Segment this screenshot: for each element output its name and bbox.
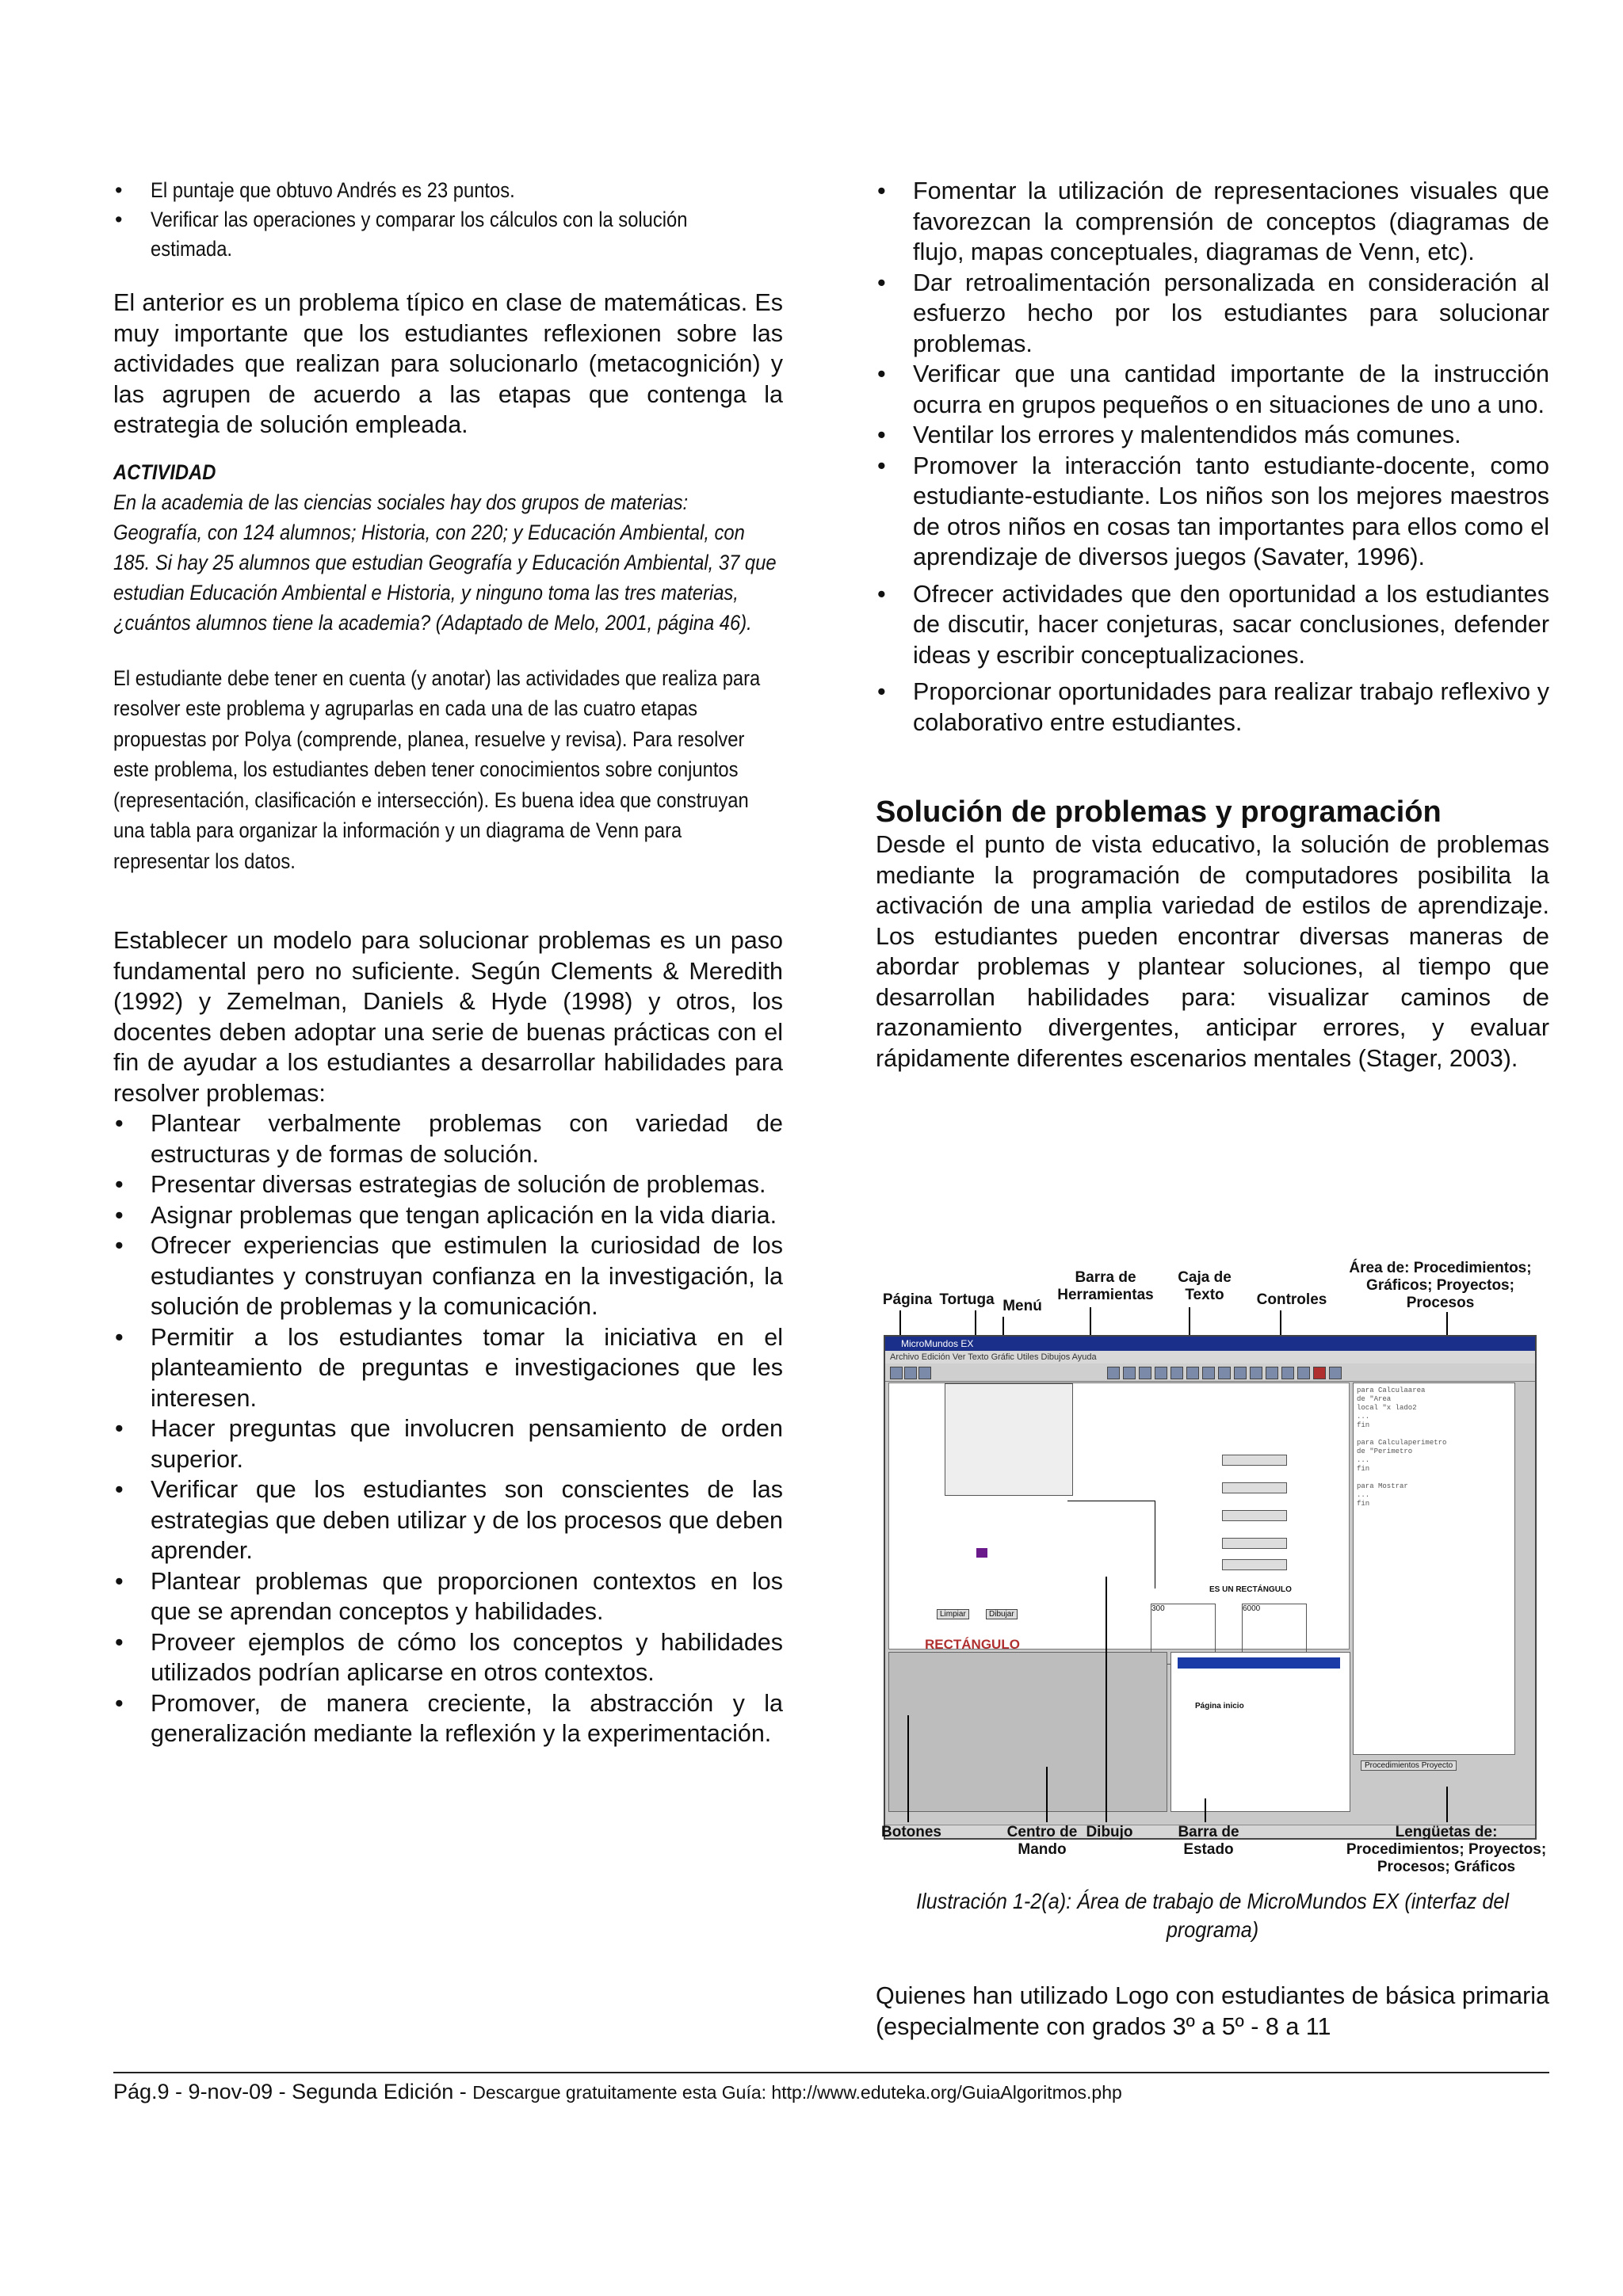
turtle-icon — [976, 1548, 987, 1558]
footer-divider — [113, 2072, 1549, 2073]
dropdown-menu — [945, 1383, 1073, 1496]
footer-download: Descargue gratuitamente esta Guía: http://www.eduteka.org/GuiaAlgoritmos.php — [472, 2082, 1122, 2103]
tool-icon — [1139, 1367, 1151, 1379]
command-center — [888, 1652, 1167, 1812]
section-heading: Solución de problemas y programación — [876, 795, 1442, 829]
list-item: • Plantear verbalmente problemas con variedad de estructuras y de formas de solución. — [113, 1108, 783, 1169]
tool-icon — [1155, 1367, 1167, 1379]
list-item: • Proporcionar oportunidades para realizar trabajo reflexivo y colaborativo entre estudiantes. — [876, 677, 1549, 738]
list-item: • El puntaje que obtuvo Andrés es 23 puntos. — [113, 176, 783, 205]
help-header — [1178, 1657, 1340, 1669]
tool-icon — [1266, 1367, 1278, 1379]
last-paragraph: Quienes han utilizado Logo con estudiantes de básica primaria (especialmente con grados 3º a 5º - 8 a 11 — [876, 1982, 1549, 2040]
list-item: • Presentar diversas estrategias de solución de problemas. — [113, 1169, 783, 1200]
list-item: • Promover, de manera creciente, la abstracción y la generalización mediante la reflexión y la experimentación. — [113, 1688, 783, 1749]
activity-title: ACTIVIDAD — [113, 460, 216, 484]
label-caja-texto: Caja de Texto — [1178, 1269, 1232, 1303]
tool-icon — [1107, 1367, 1120, 1379]
tool-icon — [1329, 1367, 1342, 1379]
list-item: • Permitir a los estudiantes tomar la iniciativa en el planteamiento de preguntas e investigaciones que les interesen. — [113, 1322, 783, 1414]
value-box: 300 — [1151, 1604, 1216, 1665]
label-menu: Menú — [1002, 1298, 1042, 1314]
label-area: Área de: Procedimientos; Gráficos; Proyectos; Procesos — [1349, 1260, 1532, 1311]
tool-icon — [1123, 1367, 1136, 1379]
micromundos-figure — [876, 1260, 1549, 1878]
practices-list — [113, 1108, 783, 1749]
dibujar-button: Dibujar — [986, 1609, 1018, 1619]
tool-icon — [1297, 1367, 1310, 1379]
list-item: • Fomentar la utilización de representaciones visuales que favorezcan la comprensión de conceptos (diagramas de flujo, mapas conceptuales, diagramas de Venn, etc). — [876, 176, 1549, 268]
tool-icon — [1250, 1367, 1262, 1379]
value-box: 6000 — [1242, 1604, 1307, 1665]
list-item: • Verificar que una cantidad importante de la instrucción ocurra en grupos pequeños o en situaciones de uno a uno. — [876, 359, 1549, 420]
pointer-line — [1205, 1798, 1206, 1822]
tool-icon — [904, 1367, 917, 1379]
tool-icon — [1234, 1367, 1247, 1379]
label-lenguetas: Lengüetas de: Procedimientos; Proyectos; Procesos; Gráficos — [1346, 1824, 1547, 1875]
list-item: • Dar retroalimentación personalizada en consideración al esfuerzo hecho por los estudiantes para solucionar problemas. — [876, 268, 1549, 360]
list-item: • Ofrecer actividades que den oportunidad a los estudiantes de discutir, hacer conjeturas, sacar conclusiones, defender ideas y escribir conceptualizaciones. — [876, 579, 1549, 671]
footer-main: Pág.9 - 9-nov-09 - Segunda Edición - — [113, 2080, 467, 2103]
tool-icon — [1186, 1367, 1199, 1379]
window-title: MicroMundos EX — [885, 1337, 1535, 1351]
pointer-line — [907, 1715, 909, 1822]
list-item: • Hacer preguntas que involucren pensamiento de orden superior. — [113, 1413, 783, 1474]
menu-bar: Archivo Edición Ver Texto Gráfic Utiles Dibujos Ayuda — [885, 1351, 1535, 1363]
tabs: Procedimientos Proyecto — [1361, 1760, 1457, 1771]
rect-label: ES UN RECTÁNGULO — [1209, 1585, 1292, 1594]
top-bullet-list — [113, 176, 783, 264]
pointer-line — [1106, 1577, 1107, 1822]
figure-caption: Ilustración 1-2(a): Área de trabajo de MicroMundos EX (interfaz del programa) — [916, 1889, 1509, 1942]
activity-text: En la academia de las ciencias sociales hay dos grupos de materias: Geografía, con 124 alumnos; Historia, con 220; y Educación Ambiental, con 185. Si hay 25 alumnos que estudian Geografía y Educación Ambiental, 37 que estudian Educación Ambiental e Historia, y ninguno toma las tres materias, ¿cuántos alumnos tiene la academia? (Adaptado de Melo, 2001, página 46). — [113, 490, 777, 635]
slider-control — [1222, 1455, 1287, 1466]
label-controles: Controles — [1256, 1291, 1327, 1308]
label-botones: Botones — [881, 1824, 941, 1840]
label-pagina: Página — [882, 1291, 933, 1308]
page-area — [888, 1383, 1350, 1650]
list-item: • Asignar problemas que tengan aplicación en la vida diaria. — [113, 1200, 783, 1231]
tool-icon — [890, 1367, 903, 1379]
right-bullet-list — [876, 176, 1549, 738]
list-item: • Ventilar los errores y malentendidos más comunes. — [876, 420, 1549, 451]
slider-control — [1222, 1510, 1287, 1521]
right-column — [876, 176, 1549, 1074]
student-paragraph: El estudiante debe tener en cuenta (y anotar) las actividades que realiza para resolver este problema y agruparlas en cada una de las cuatro etapas propuestas por Polya (comprende, planea, resuelve y revisa). Para resolver este problema, los estudiantes deben tener conocimientos sobre conjuntos (representación, clasificación e intersección). Es buena idea que construyan una tabla para organizar la información y un diagrama de Venn para representar los datos. — [113, 666, 761, 873]
slider-control — [1222, 1538, 1287, 1549]
pointer-line — [1046, 1767, 1048, 1822]
label-barra-estado: Barra de Estado — [1178, 1824, 1239, 1858]
list-item: • Verificar que los estudiantes son conscientes de las estrategias que deben utilizar y de los procesos que deben aprender. — [113, 1474, 783, 1566]
section-paragraph: Desde el punto de vista educativo, la solución de problemas mediante la programación de computadores posibilita la activación de una amplia variedad de estilos de aprendizaje. Los estudiantes pueden encontrar diversas maneras de abordar problemas y plantear soluciones, al tiempo que desarrollan habilidades para: visualizar caminos de razonamiento divergentes, anticipar errores, y evaluar rápidamente diferentes escenarios mentales (Stager, 2003). — [876, 831, 1549, 1072]
label-barra-herramientas: Barra de Herramientas — [1057, 1269, 1154, 1303]
footer — [113, 2077, 1122, 2107]
tool-icon — [1218, 1367, 1231, 1379]
tool-icon — [918, 1367, 931, 1379]
left-column — [113, 176, 783, 1749]
list-item: • Promover la interacción tanto estudiante-docente, como estudiante-estudiante. Los niños son los mejores maestros de otros niños en cosas tan importantes para ellos como el aprendizaje de diversos juegos (Savater, 1996). — [876, 451, 1549, 573]
tool-icon — [1281, 1367, 1294, 1379]
procedures-pane: para Calculaarea de "Area local "x lado2 ... fin para Calculaperimetro de "Perimetro ... fin para Mostrar ... fin — [1353, 1383, 1515, 1755]
list-item: • Proveer ejemplos de cómo los conceptos y habilidades utilizados podrían aplicarse en otros contextos. — [113, 1627, 783, 1688]
micromundos-window — [884, 1335, 1537, 1840]
help-title: Página inicio — [1195, 1702, 1244, 1711]
help-pane — [1170, 1652, 1350, 1812]
slider-control — [1222, 1559, 1287, 1570]
rectangle-title: RECTÁNGULO — [925, 1637, 1020, 1652]
tool-icon — [1170, 1367, 1183, 1379]
tool-icon — [1313, 1367, 1326, 1379]
slider-control — [1222, 1482, 1287, 1493]
toolbar — [885, 1363, 1535, 1382]
limpiar-button: Limpiar — [937, 1609, 969, 1619]
list-item: • Verificar las operaciones y comparar los cálculos con la solución estimada. — [113, 205, 783, 264]
tool-icon — [1202, 1367, 1215, 1379]
pointer-line — [1446, 1787, 1448, 1822]
model-paragraph: Establecer un modelo para solucionar problemas es un paso fundamental pero no suficiente. Según Clements & Meredith (1992) y Zemelman, Daniels & Hyde (1998) y otros, los docentes deben adoptar una serie de buenas prácticas con el fin de ayudar a los estudiantes a desarrollar habilidades para resolver problemas: — [113, 927, 783, 1107]
drawing-shape — [1067, 1501, 1155, 1589]
label-dibujo: Dibujo — [1086, 1824, 1133, 1840]
list-item: • Ofrecer experiencias que estimulen la curiosidad de los estudiantes y construyan confianza en la investigación, la solución de problemas y la comunicación. — [113, 1230, 783, 1322]
activity-box — [113, 458, 783, 638]
label-tortuga: Tortuga — [939, 1291, 995, 1308]
intro-paragraph: El anterior es un problema típico en clase de matemáticas. Es muy importante que los estudiantes reflexionen sobre las actividades que realizan para solucionarlo (metacognición) y las agrupen de acuerdo a las etapas que contenga la estrategia de solución empleada. — [113, 289, 783, 438]
list-item: • Plantear problemas que proporcionen contextos en los que se aprendan conceptos y habilidades. — [113, 1566, 783, 1627]
label-centro-mando: Centro de Mando — [1006, 1824, 1078, 1858]
